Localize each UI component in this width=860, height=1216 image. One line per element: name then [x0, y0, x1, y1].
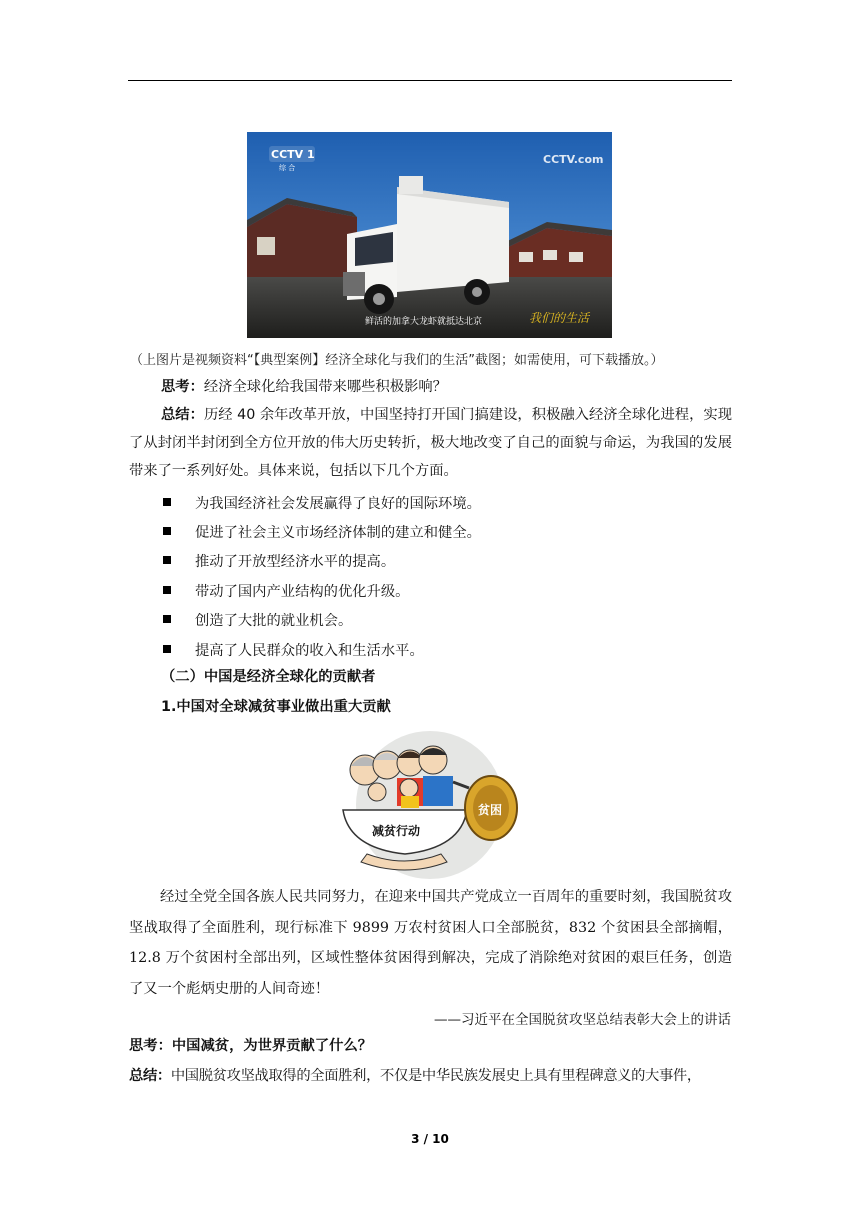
- bullet-square-icon: [163, 556, 171, 564]
- bullet-square-icon: [163, 645, 171, 653]
- list-item: 提高了人民群众的收入和生活水平。: [163, 641, 424, 661]
- video-screenshot: [247, 132, 612, 338]
- video-subtitle: 鲜活的加拿大龙虾就抵达北京: [365, 317, 483, 327]
- summary-paragraph-1: [129, 401, 732, 485]
- list-item: 为我国经济社会发展赢得了良好的国际环境。: [163, 494, 481, 514]
- watermark: CCTV.com: [543, 153, 604, 166]
- image-caption: （上图片是视频资料“【典型案例】经济全球化与我们的生活”截图；如需使用，可下载播放。）: [130, 353, 664, 368]
- quote-paragraph: [129, 882, 732, 1004]
- list-item: 推动了开放型经济水平的提高。: [163, 552, 395, 572]
- summary-paragraph-2: [129, 1062, 701, 1090]
- bullet-square-icon: [163, 498, 171, 506]
- think-label: 思考：: [161, 379, 204, 395]
- list-item: 促进了社会主义市场经济体制的建立和健全。: [163, 523, 481, 543]
- section-heading: （二）中国是经济全球化的贡献者: [161, 669, 376, 685]
- bullet-square-icon: [163, 586, 171, 594]
- program-logo: 我们的生活: [529, 311, 590, 325]
- summary-text: 中国脱贫攻坚战取得的全面胜利，不仅是中华民族发展史上具有里程碑意义的大事件，: [170, 1068, 701, 1084]
- coin-label: 贫困: [478, 803, 503, 817]
- summary-label: 总结：: [161, 407, 204, 423]
- think-text: 经济全球化给我国带来哪些积极影响？: [203, 379, 447, 395]
- think-question-1: [161, 373, 447, 401]
- header-rule: [128, 80, 732, 81]
- subheading: 1.中国对全球减贫事业做出重大贡献: [161, 699, 391, 715]
- quote-text: 经过全党全国各族人民共同努力，在迎来中国共产党成立一百周年的重要时刻，我国脱贫攻坚战取得了全面胜利，现行标准下 9899 万农村贫困人口全部脱贫，832 个贫困县全部摘帽，12.8 万个贫困村全部出列，区域性整体贫困得到解决，完成了消除绝对贫困的艰巨任务，创造了又一个彪炳史册的人间奇迹！: [129, 889, 732, 997]
- channel-logo: CCTV 1: [271, 148, 315, 161]
- summary-label: 总结：: [129, 1068, 171, 1084]
- bullet-square-icon: [163, 527, 171, 535]
- bowl-label: 减贫行动: [372, 824, 421, 838]
- channel-logo-sub: 综 合: [279, 164, 296, 172]
- think-question-2: 思考：中国减贫，为世界贡献了什么？: [129, 1038, 373, 1054]
- quote-attribution: ——习近平在全国脱贫攻坚总结表彰大会上的讲话: [434, 1012, 731, 1028]
- list-item: 创造了大批的就业机会。: [163, 611, 352, 631]
- poverty-reduction-illustration: [337, 730, 523, 880]
- list-item: 带动了国内产业结构的优化升级。: [163, 582, 409, 602]
- page-number: 3 / 10: [411, 1132, 449, 1146]
- bullet-square-icon: [163, 615, 171, 623]
- summary-text: 历经 40 余年改革开放，中国坚持打开国门搞建设，积极融入经济全球化进程，实现了从封闭半封闭到全方位开放的伟大历史转折，极大地改变了自己的面貌与命运，为我国的发展带来了一系列好处。具体来说，包括以下几个方面。: [129, 407, 733, 479]
